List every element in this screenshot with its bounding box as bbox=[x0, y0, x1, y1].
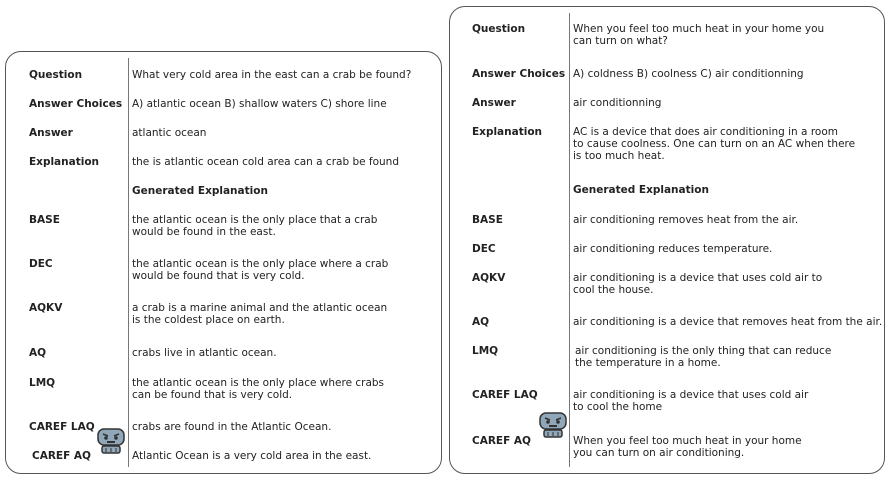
method-text-lmq bbox=[132, 377, 384, 401]
column-divider bbox=[569, 13, 570, 467]
generated-explanation-header: Generated Explanation bbox=[132, 185, 268, 197]
method-label-aq: AQ bbox=[472, 316, 490, 328]
method-label-caref-laq: CAREF LAQ bbox=[29, 421, 95, 433]
question-text-line: can turn on what? bbox=[573, 35, 668, 47]
answer-label: Answer bbox=[29, 127, 73, 139]
method-text-aq: air conditioning is a device that removes heat from the air. bbox=[573, 316, 883, 328]
method-text-line: cool the house. bbox=[573, 284, 654, 296]
method-label-lmq: LMQ bbox=[29, 377, 56, 389]
method-label-aqkv: AQKV bbox=[29, 302, 63, 314]
question-text-line: When you feel too much heat in your home you bbox=[573, 23, 825, 35]
method-text-line: air conditioning is the only thing that can reduce bbox=[575, 345, 832, 357]
method-text-line: the atlantic ocean is the only place that a crab bbox=[132, 214, 378, 226]
method-label-base: BASE bbox=[29, 214, 60, 226]
answer-choices-label: Answer Choices bbox=[29, 98, 123, 110]
method-text-line: the atlantic ocean is the only place where crabs bbox=[132, 377, 385, 389]
question-label: Question bbox=[472, 23, 526, 35]
question-text: What very cold area in the east can a crab be found? bbox=[132, 69, 412, 81]
method-text-lmq bbox=[575, 345, 831, 369]
method-label-aqkv: AQKV bbox=[472, 272, 506, 284]
method-text-dec: air conditioning reduces temperature. bbox=[573, 243, 773, 255]
method-text-aqkv bbox=[573, 272, 822, 296]
method-text-line: would be found in the east. bbox=[132, 226, 276, 238]
explanation-text-line: to cause coolness. One can turn on an AC when there bbox=[573, 138, 856, 150]
explanation-label: Explanation bbox=[29, 156, 100, 168]
method-text-line: air conditioning is a device that uses cold air bbox=[573, 389, 809, 401]
explanation-text bbox=[573, 126, 855, 162]
method-text-base bbox=[132, 214, 377, 238]
answer-choices-text: A) atlantic ocean B) shallow waters C) shore line bbox=[132, 98, 387, 110]
method-text-line: the atlantic ocean is the only place where a crab bbox=[132, 258, 389, 270]
question-label: Question bbox=[29, 69, 83, 81]
method-text-line: you can turn on air conditioning. bbox=[573, 447, 745, 459]
left-example-panel bbox=[5, 51, 442, 474]
method-label-base: BASE bbox=[472, 214, 503, 226]
method-label-caref-laq: CAREF LAQ bbox=[472, 389, 538, 401]
method-text-line: air conditioning is a device that uses cold air to bbox=[573, 272, 823, 284]
answer-choices-text: A) coldness B) coolness C) air conditionning bbox=[573, 68, 804, 80]
answer-choices-label: Answer Choices bbox=[472, 68, 566, 80]
explanation-text-line: AC is a device that does air conditioning in a room bbox=[573, 126, 838, 138]
method-text-caref-laq: crabs are found in the Atlantic Ocean. bbox=[132, 421, 332, 433]
method-label-dec: DEC bbox=[29, 258, 53, 270]
explanation-label: Explanation bbox=[472, 126, 543, 138]
method-label-dec: DEC bbox=[472, 243, 496, 255]
method-label-aq: AQ bbox=[29, 347, 47, 359]
question-text bbox=[573, 23, 824, 47]
method-text-line: can be found that is very cold. bbox=[132, 389, 293, 401]
explanation-text-line: is too much heat. bbox=[573, 150, 665, 162]
method-text-caref-aq: Atlantic Ocean is a very cold area in the east. bbox=[132, 450, 372, 462]
answer-text: air conditionning bbox=[573, 97, 662, 109]
method-text-line: a crab is a marine animal and the atlantic ocean bbox=[132, 302, 388, 314]
method-label-lmq: LMQ bbox=[472, 345, 499, 357]
method-text-line: would be found that is very cold. bbox=[132, 270, 305, 282]
method-text-aqkv bbox=[132, 302, 387, 326]
method-text-dec bbox=[132, 258, 388, 282]
method-text-caref-laq bbox=[573, 389, 808, 413]
method-text-caref-aq bbox=[573, 435, 802, 459]
answer-text: atlantic ocean bbox=[132, 127, 207, 139]
answer-label: Answer bbox=[472, 97, 516, 109]
method-label-caref-aq: CAREF AQ bbox=[472, 435, 531, 447]
method-text-line: the temperature in a home. bbox=[575, 357, 721, 369]
right-example-panel bbox=[449, 6, 885, 474]
method-text-line: to cool the home bbox=[573, 401, 663, 413]
method-text-line: When you feel too much heat in your home bbox=[573, 435, 802, 447]
method-label-caref-aq: CAREF AQ bbox=[32, 450, 91, 462]
method-text-aq: crabs live in atlantic ocean. bbox=[132, 347, 277, 359]
robot-icon bbox=[536, 412, 570, 438]
method-text-base: air conditioning removes heat from the air. bbox=[573, 214, 799, 226]
generated-explanation-header: Generated Explanation bbox=[573, 184, 709, 196]
method-text-line: is the coldest place on earth. bbox=[132, 314, 285, 326]
explanation-text: the is atlantic ocean cold area can a crab be found bbox=[132, 156, 400, 168]
column-divider bbox=[128, 58, 129, 467]
robot-icon bbox=[94, 428, 128, 454]
